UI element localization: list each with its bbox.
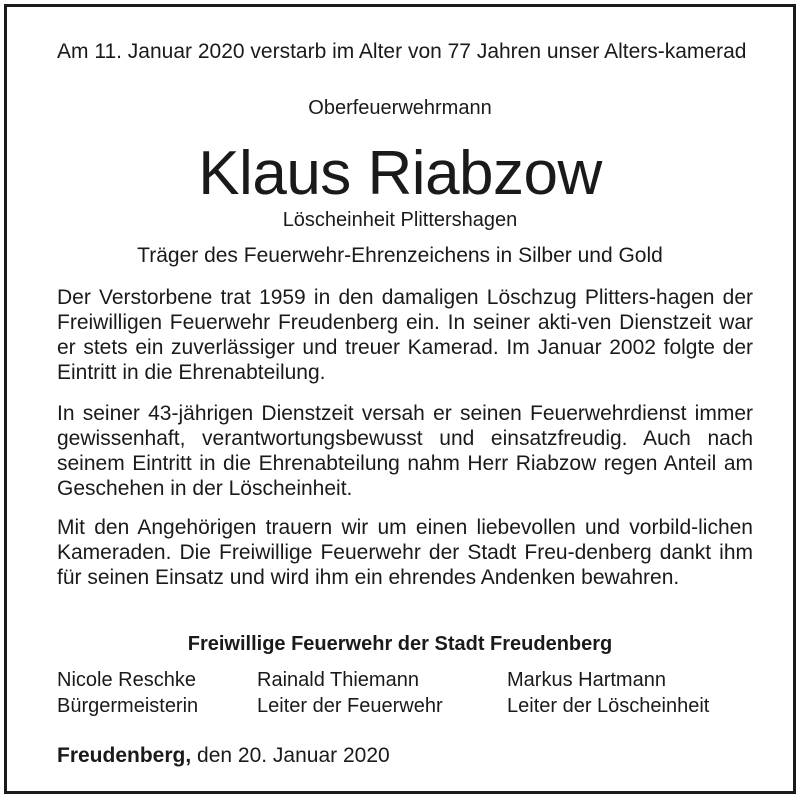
rank-title: Oberfeuerwehrmann — [308, 97, 492, 119]
signatory-3 — [507, 667, 709, 719]
paragraph-2: In seiner 43-jährigen Dienstzeit versah er seinen Feuerwehrdienst immer gewissenhaft, verantwortungsbewusst und einsatzfreudig. Auch nach seinem Eintritt in die Ehrenabteilung nahm Herr Riabzow regen Anteil am Geschehen in der Löscheinheit. — [57, 402, 753, 500]
signatory-2 — [257, 667, 443, 719]
organization-name: Freiwillige Feuerwehr der Stadt Freudenberg — [187, 633, 613, 655]
signatory-title: Bürgermeisterin — [57, 695, 199, 717]
honor-text: Träger des Feuerwehr-Ehrenzeichens in Silber und Gold — [137, 244, 663, 267]
unit-name: Löscheinheit Plittershagen — [282, 209, 518, 231]
signatory-title: Leiter der Feuerwehr — [257, 695, 443, 717]
footer-place-date — [57, 744, 390, 768]
obituary-notice — [4, 4, 796, 794]
signatory-title: Leiter der Löscheinheit — [507, 695, 710, 717]
deceased-name: Klaus Riabzow — [198, 139, 602, 208]
signatory-name: Nicole Reschke — [57, 669, 196, 691]
footer-place: Freudenberg, — [57, 744, 192, 767]
paragraph-1: Der Verstorbene trat 1959 in den damaligen Löschzug Plitters-hagen der Freiwilligen Feuerwehr Freudenberg ein. In seiner akti-ven Dienstzeit war er stets ein zuverlässiger und treuer Kamerad. Im Januar 2002 folgte der Eintritt in die Ehrenabteilung. — [57, 286, 753, 384]
signatory-name: Rainald Thiemann — [257, 669, 419, 691]
paragraph-3: Mit den Angehörigen trauern wir um einen liebevollen und vorbild-lichen Kameraden. Die Freiwillige Feuerwehr der Stadt Freu-denberg dankt ihm für seinen Einsatz und wird ihm ein ehrendes Andenken bewahren. — [57, 516, 753, 589]
footer-date: den 20. Januar 2020 — [197, 744, 390, 767]
signatory-name: Markus Hartmann — [507, 669, 666, 691]
signatory-1 — [57, 667, 198, 719]
intro-text: Am 11. Januar 2020 verstarb im Alter von 77 Jahren unser Alters-kamerad — [57, 40, 747, 63]
